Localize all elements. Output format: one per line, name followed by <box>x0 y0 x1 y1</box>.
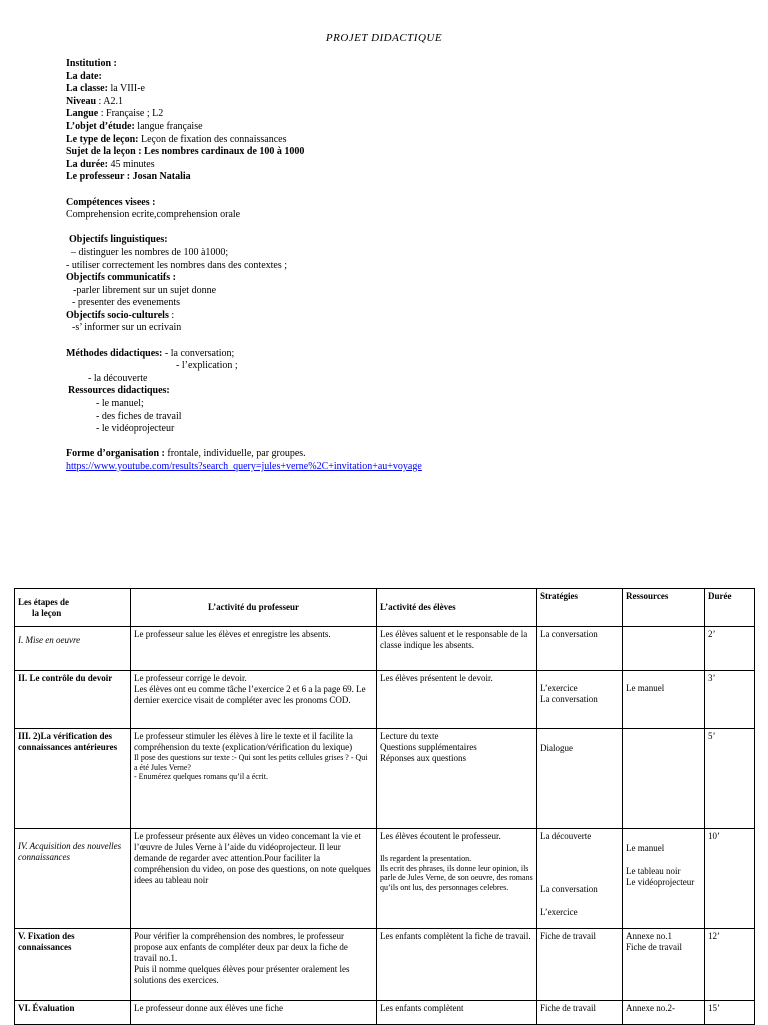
obj-comm-label: Objectifs communicatifs : <box>66 272 176 284</box>
table-row <box>15 671 755 729</box>
methodes-item-1: - la conversation; <box>162 347 235 359</box>
obj-comm-item-1: -parler librement sur un sujet donne <box>73 284 217 296</box>
eleves-cell: Les enfants complètent <box>377 1001 537 1025</box>
forme-value: frontale, individuelle, par groupes. <box>164 448 306 460</box>
methodes-label: Méthodes didactiques: <box>66 347 163 359</box>
header-prof: L’activité du professeur <box>131 589 377 627</box>
prof-cell: Le professeur salue les élèves et enregistre les absents. <box>131 627 377 671</box>
table-row <box>15 729 755 829</box>
ressources-line-2: Le tableau noir <box>626 866 681 876</box>
prof-cell: Le professeur donne aux élèves une fiche <box>131 1001 377 1025</box>
obj-socio-label: Objectifs socio-culturels <box>66 309 169 321</box>
strategies-line-1: L’exercice <box>540 683 578 693</box>
prof-line-3: - Enumérez quelques romans qu’il a écrit. <box>134 772 268 781</box>
stage-cell: II. Le contrôle du devoir <box>15 671 131 729</box>
prof-cell <box>131 671 377 729</box>
header-ressources: Ressources <box>623 589 705 627</box>
lesson-plan-table <box>14 588 755 1025</box>
header-etapes-line-1: Les étapes de <box>18 596 69 607</box>
eleves-cell <box>377 829 537 929</box>
eleves-cell <box>377 729 537 829</box>
ressources-item-3: - le vidéoprojecteur <box>96 423 175 435</box>
strategies-line-2: La conversation <box>540 694 598 704</box>
ressources-line-2: Fiche de travail <box>626 942 682 952</box>
eleves-line-1: Les élèves écoutent le professeur. <box>380 831 501 841</box>
prof-cell <box>131 729 377 829</box>
ressources-line-1: Le manuel <box>626 843 665 853</box>
duree-cell: 2’ <box>705 627 755 671</box>
header-eleves: L’activité des élèves <box>377 589 537 627</box>
niveau-label: Niveau <box>66 95 96 107</box>
stage-cell: V. Fixation des connaissances <box>15 929 131 1001</box>
duree-cell: 15’ <box>705 1001 755 1025</box>
prof-line-2: Il pose des questions sur texte :- Qui sont les petits cellules grises ? - Qui a été Jules Verne? <box>134 753 368 772</box>
table-row <box>15 929 755 1001</box>
table-row <box>15 829 755 929</box>
table-row <box>15 1001 755 1025</box>
classe-label: La classe: <box>66 83 108 95</box>
sujet-label: Sujet de la leçon : Les nombres cardinaux de 100 à 1000 <box>66 146 305 158</box>
header-etapes <box>15 589 131 627</box>
ressources-line-1: Annexe no.1 <box>626 931 672 941</box>
ressources-item-2: - des fiches de travail <box>96 410 182 422</box>
duree-value: 45 minutes <box>107 158 155 170</box>
obj-ling-item-2: - utiliser correctement les nombres dans des contextes ; <box>66 259 288 271</box>
stage-cell: III. 2)La vérification des connaissances antérieures <box>15 729 131 829</box>
duree-cell: 10’ <box>705 829 755 929</box>
prof-cell: Le professeur présente aux élèves un video concemant la vie et l’œuvre de Jules Verne à l’aide du vidéoprojecteur. Il leur demande de regarder avec attention.Pour faciliter la compréhension du video, on pose des questions, on note quelques idees au tableau noir <box>131 829 377 929</box>
header-duree: Durée <box>705 589 755 627</box>
ressources-cell: Annexe no.2- <box>623 1001 705 1025</box>
prof-label: Le professeur : Josan Natalia <box>66 171 191 183</box>
prof-line-1: Le professeur corrige le devoir. <box>134 673 247 683</box>
methodes-item-2: - l’explication ; <box>176 360 238 372</box>
strategies-cell: Dialogue <box>537 729 623 829</box>
document-title: PROJET DIDACTIQUE <box>325 32 443 44</box>
methodes-item-3: - la découverte <box>88 372 148 384</box>
prof-line-2: Puis il nomme quelques élèves pour présenter oralement les solutions des exercices. <box>134 964 350 985</box>
eleves-line-2: Questions supplémentaires <box>380 742 477 752</box>
obj-socio-colon: : <box>168 309 175 321</box>
stage-cell: VI. Évaluation <box>15 1001 131 1025</box>
ressources-cell <box>623 929 705 1001</box>
strategies-cell: Fiche de travail <box>537 1001 623 1025</box>
type-label: Le type de leçon: <box>66 133 139 145</box>
ressources-label: Ressources didactiques: <box>68 385 170 397</box>
strategies-line-3: L’exercice <box>540 907 578 917</box>
obj-ling-item-1: – distinguer les nombres de 100 à1000; <box>71 246 229 258</box>
eleves-line-3: Réponses aux questions <box>380 753 466 763</box>
ressources-line-3: Le vidéoprojecteur <box>626 877 695 887</box>
eleves-cell: Les élèves présentent le devoir. <box>377 671 537 729</box>
ressources-cell <box>623 627 705 671</box>
eleves-line-2: Ils regardent la presentation. <box>380 854 472 863</box>
forme-label: Forme d’organisation : <box>66 448 165 460</box>
date-label: La date: <box>66 70 102 82</box>
eleves-cell: Les enfants complètent la fiche de travail. <box>377 929 537 1001</box>
institution-label: Institution : <box>66 58 117 69</box>
duree-cell: 5’ <box>705 729 755 829</box>
competences-value: Comprehension ecrite,comprehension orale <box>66 209 241 221</box>
strategies-line-2: La conversation <box>540 884 598 894</box>
ressources-cell <box>623 729 705 829</box>
strategies-cell: Fiche de travail <box>537 929 623 1001</box>
duree-cell: 12’ <box>705 929 755 1001</box>
duree-cell: 3’ <box>705 671 755 729</box>
strategies-line-1: La découverte <box>540 831 592 841</box>
eleves-line-1: Lecture du texte <box>380 731 439 741</box>
prof-line-1: Pour vérifier la compréhension des nombres, le professeur propose aux enfants de compléter deux par deux la fiche de travail no.1. <box>134 931 348 963</box>
header-etapes-line-2: la leçon <box>32 607 62 618</box>
stage-cell: IV. Acquisition des nouvelles connaissances <box>15 829 131 929</box>
ressources-cell: Le manuel <box>623 671 705 729</box>
objet-value: langue française <box>134 120 203 132</box>
langue-label: Langue <box>66 108 99 120</box>
competences-label: Compétences visees : <box>66 196 156 208</box>
ressources-item-1: - le manuel; <box>96 398 144 410</box>
duree-label: La durée: <box>66 158 108 170</box>
eleves-cell: Les élèves saluent et le responsable de la classe indique les absents. <box>377 627 537 671</box>
table-header-row <box>15 589 755 627</box>
type-value: Leçon de fixation des connaissances <box>138 133 287 145</box>
obj-ling-label: Objectifs linguistiques: <box>69 234 168 246</box>
niveau-value: : A2.1 <box>96 95 123 107</box>
classe-value: la VIII-e <box>107 83 145 95</box>
prof-cell <box>131 929 377 1001</box>
strategies-cell <box>537 671 623 729</box>
header-strategies: Stratégies <box>537 589 623 627</box>
eleves-line-3: Ils ecrit des phrases, ils donne leur opinion, ils parle de Jules Verne, de son oeuvre, des romans qu’ils ont lus, des personnages celebres. <box>380 863 533 892</box>
lesson-info <box>66 58 716 474</box>
objet-label: L’objet d’étude: <box>66 120 135 132</box>
youtube-link[interactable]: https://www.youtube.com/results?search_query=jules+verne%2C+invitation+au+voyage <box>66 461 422 472</box>
obj-socio-item-1: -s’ informer sur un ecrivain <box>72 322 182 334</box>
ressources-cell <box>623 829 705 929</box>
table-row <box>15 627 755 671</box>
prof-line-2: Les élèves ont eu comme tâche l’exercice 2 et 6 a la page 69. Le dernier exercice visait de compléter avec les pronoms COD. <box>134 684 366 705</box>
prof-line-1: Le professeur stimuler les élèves à lire le texte et il facilite la compréhension du texte (explication/vérification du lexique) <box>134 731 353 752</box>
stage-cell: I. Mise en oeuvre <box>15 627 131 671</box>
strategies-cell <box>537 829 623 929</box>
langue-value: : Française ; L2 <box>98 108 164 120</box>
obj-comm-item-2: - presenter des evenements <box>72 297 181 309</box>
strategies-cell: La conversation <box>537 627 623 671</box>
